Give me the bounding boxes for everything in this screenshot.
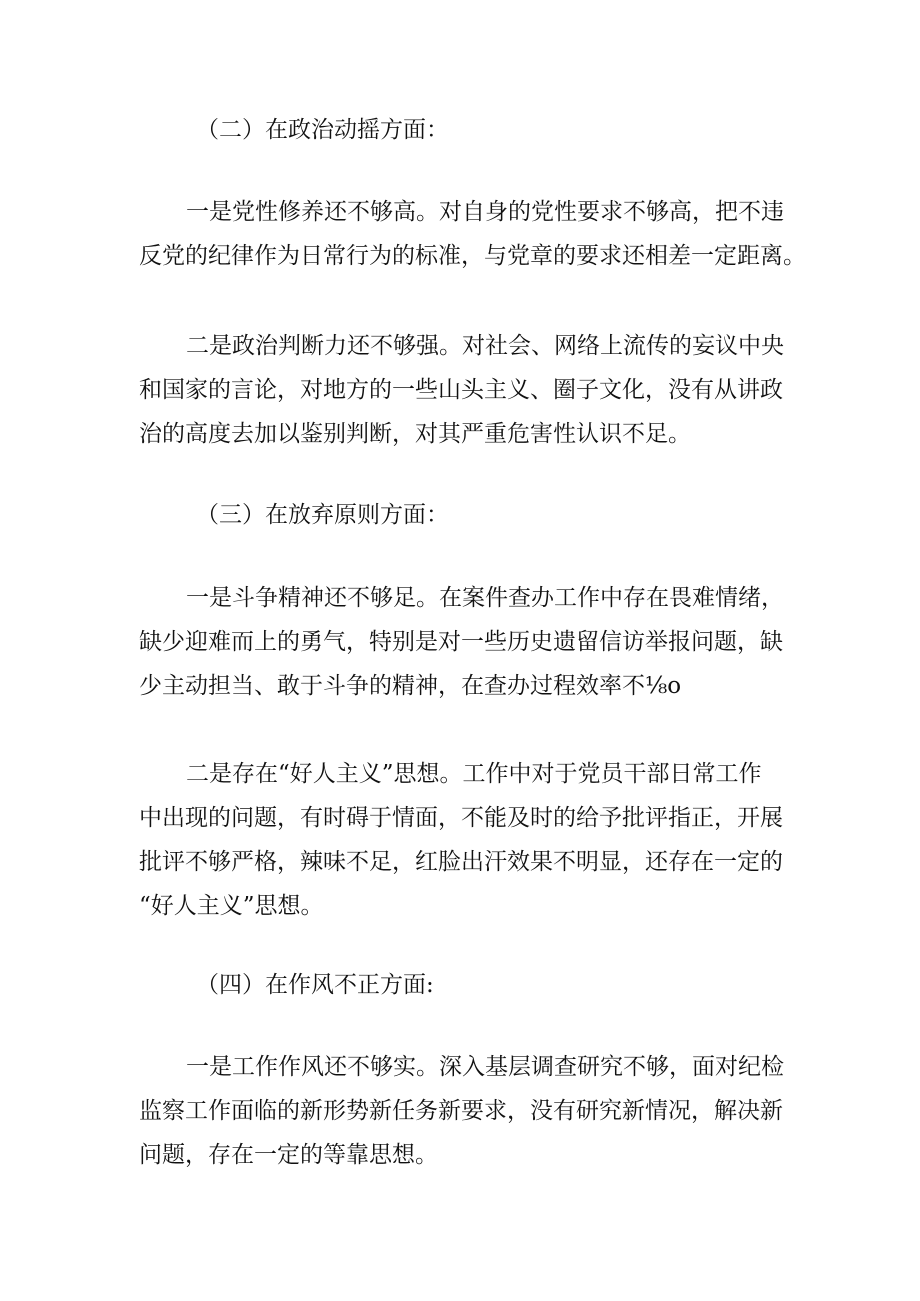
text-line: 一是工作作风还不够实。深入基层调查研究不够，面对纪检 <box>186 1054 784 1080</box>
text-line: 问题，存在一定的等靠思想。 <box>139 1142 438 1168</box>
paragraph-political-judgment <box>139 324 799 456</box>
text-line: 二是存在“好人主义”思想。工作中对于党员干部日常工作 <box>186 761 762 787</box>
text-line: 反党的纪律作为日常行为的标准，与党章的要求还相差一定距离。 <box>139 243 806 269</box>
text-line: 缺少迎难而上的勇气，特别是对一些历史遗留信访举报问题，缺 <box>139 629 783 655</box>
text-line: 一是斗争精神还不够足。在案件查办工作中存在畏难情绪， <box>186 585 784 611</box>
text-line: 和国家的言论，对地方的一些山头主义、圈子文化，没有从讲政 <box>139 377 783 403</box>
section-heading-2: （二）在政治动摇方面： <box>196 117 449 143</box>
paragraph-good-person-ideology <box>139 752 799 928</box>
text-line: 治的高度去加以鉴别判断，对其严重危害性认识不足。 <box>139 421 691 447</box>
section-heading-3: （三）在放弃原则方面： <box>196 502 449 528</box>
text-line: 监察工作面临的新形势新任务新要求，没有研究新情况，解决新 <box>139 1098 783 1124</box>
paragraph-fighting-spirit <box>139 576 799 708</box>
text-line: 中出现的问题，有时碍于情面，不能及时的给予批评指正，开展 <box>139 805 783 831</box>
paragraph-work-style <box>139 1045 799 1177</box>
section-heading-4: （四）在作风不正方面: <box>196 972 434 998</box>
text-line: 少主动担当、敢于斗争的精神，在查办过程效率不⅛o <box>139 673 682 699</box>
text-line: 批评不够严格，辣味不足，红脸出汗效果不明显，还存在一定的 <box>139 849 783 875</box>
paragraph-party-spirit <box>139 190 806 278</box>
text-line: 一是党性修养还不够高。对自身的党性要求不够高，把不违 <box>186 199 784 225</box>
text-line: “好人主义”思想。 <box>139 893 324 919</box>
text-line: 二是政治判断力还不够强。对社会、网络上流传的妄议中央 <box>186 333 784 359</box>
